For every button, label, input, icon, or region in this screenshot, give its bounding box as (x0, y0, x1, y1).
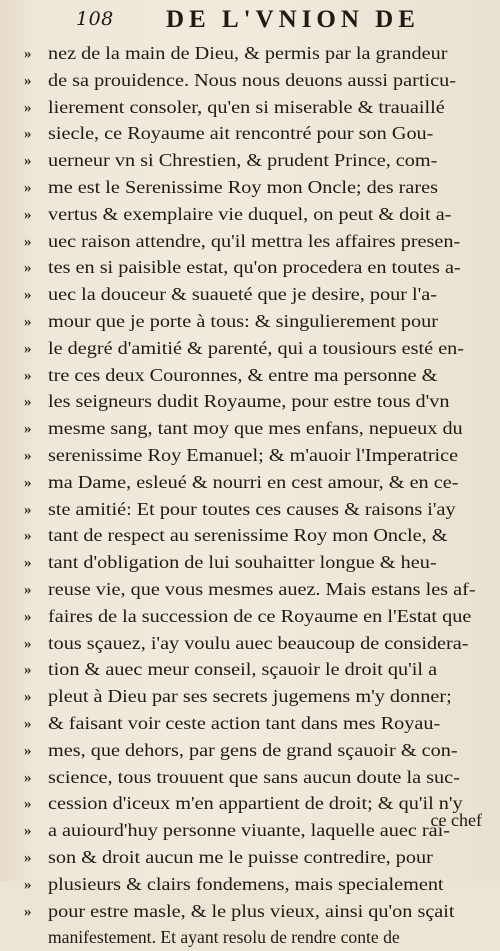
quotation-marker: » (24, 72, 32, 89)
line-text: plusieurs & clairs fondemens, mais specialement (48, 873, 444, 894)
text-line (24, 388, 490, 415)
line-text: mes, que dehors, par gens de grand sçauoir & con- (48, 739, 458, 760)
quotation-marker: » (24, 876, 32, 893)
text-line (24, 871, 490, 898)
quotation-marker: » (24, 823, 32, 840)
line-text: les seigneurs dudit Royaume, pour estre tous d'vn (48, 391, 450, 412)
text-line (24, 174, 490, 201)
line-text: mesme sang, tant moy que mes enfans, nepueux du (48, 418, 463, 439)
quotation-marker: » (24, 287, 32, 304)
quotation-marker: » (24, 796, 32, 813)
quotation-marker: » (24, 849, 32, 866)
text-line (24, 254, 490, 281)
quotation-marker: » (24, 99, 32, 116)
line-text: ste amitié: Et pour toutes ces causes & raisons i'ay (48, 498, 456, 519)
line-text: serenissime Roy Emanuel; & m'auoir l'Imperatrice (48, 444, 459, 465)
line-text: tous sçauez, i'ay voulu auec beaucoup de considera- (48, 632, 469, 653)
quotation-marker: » (24, 608, 32, 625)
quotation-marker: » (24, 715, 32, 732)
quotation-marker: » (24, 153, 32, 170)
running-title: DE L'VNION DE (166, 6, 420, 33)
line-text: le degré d'amitié & parenté, qui a tousiours esté en- (48, 337, 465, 358)
line-text: tion & auec meur conseil, sçauoir le droit qu'il a (48, 659, 438, 680)
text-line (24, 67, 490, 94)
quotation-marker: » (24, 501, 32, 518)
text-line (24, 469, 490, 496)
line-text: mour que je porte à tous: & singulierement pour (48, 310, 438, 331)
quotation-marker: » (24, 367, 32, 384)
line-text: tes en si paisible estat, qu'on procedera en toutes a- (48, 257, 461, 278)
text-line (24, 844, 490, 871)
text-line (24, 790, 490, 817)
line-text: lierement consoler, qu'en si miserable & trauaillé (48, 96, 445, 117)
quotation-marker: » (24, 635, 32, 652)
line-text: tant de respect au serenissime Roy mon Oncle, & (48, 525, 448, 546)
line-text: science, tous trouuent que sans aucun doute la suc- (48, 766, 460, 787)
line-text: faires de la succession de ce Royaume en l'Estat que (48, 605, 472, 626)
text-line (24, 630, 490, 657)
quotation-marker: » (24, 474, 32, 491)
quotation-marker: » (24, 233, 32, 250)
line-text: & faisant voir ceste action tant dans mes Royau- (48, 712, 441, 733)
text-line (24, 308, 490, 335)
quotation-marker: » (24, 421, 32, 438)
quotation-marker: » (24, 555, 32, 572)
quotation-marker: » (24, 206, 32, 223)
line-text: son & droit aucun me le puisse contredire, pour (48, 846, 433, 867)
text-line (24, 281, 490, 308)
line-text: uec raison attendre, qu'il mettra les affaires presen- (48, 230, 461, 251)
catchword: ce chef (430, 810, 482, 830)
text-line (24, 764, 490, 791)
quotation-marker: » (24, 46, 32, 62)
page-header (28, 6, 490, 38)
text-line (24, 522, 490, 549)
text-line (24, 40, 490, 67)
quotation-marker: » (24, 581, 32, 598)
line-text: vertus & exemplaire vie duquel, on peut & doit a- (48, 203, 452, 224)
text-line (24, 549, 490, 576)
text-line (24, 201, 490, 228)
text-line (24, 362, 490, 389)
quotation-marker: » (24, 126, 32, 143)
quotation-marker: » (24, 313, 32, 330)
line-text: nez de la main de Dieu, & permis par la grandeur (48, 43, 448, 63)
text-line (24, 147, 490, 174)
line-text: me est le Serenissime Roy mon Oncle; des rares (48, 176, 438, 197)
quotation-marker: » (24, 662, 32, 679)
page-number: 108 (76, 8, 114, 30)
line-text: uec la douceur & suaueté que je desire, pour l'a- (48, 284, 438, 305)
text-line (24, 603, 490, 630)
line-text: cession d'iceux m'en appartient de droit; & qu'il n'y (48, 793, 463, 814)
text-line (24, 656, 490, 683)
text-line (24, 898, 490, 925)
line-text: pleut à Dieu par ses secrets jugemens m'y donner; (48, 686, 452, 707)
line-text: de sa prouidence. Nous nous deuons aussi particu- (48, 69, 456, 90)
line-text: uerneur vn si Chrestien, & prudent Prince, com- (48, 150, 438, 171)
text-line (24, 737, 490, 764)
text-line (24, 817, 490, 844)
text-line (24, 415, 490, 442)
quotation-marker: » (24, 742, 32, 759)
line-text: tant d'obligation de lui souhaitter longue & heu- (48, 552, 437, 573)
line-text: reuse vie, que vous mesmes auez. Mais estans les af- (48, 578, 476, 599)
quotation-marker: » (24, 340, 32, 357)
text-line (24, 442, 490, 469)
text-line (24, 683, 490, 710)
text-line (24, 710, 490, 737)
quotation-marker: » (24, 903, 32, 920)
line-text: ma Dame, esleué & nourri en cest amour, & en ce- (48, 471, 459, 492)
text-line (24, 120, 490, 147)
body-text (24, 40, 490, 951)
text-line (24, 228, 490, 255)
line-text: a auiourd'huy personne viuante, laquelle auec rai- (48, 820, 450, 841)
text-line (48, 924, 490, 951)
line-text: pour estre masle, & le plus vieux, ainsi qu'on sçait (48, 900, 455, 921)
quotation-marker: » (24, 179, 32, 196)
text-line (24, 94, 490, 121)
line-text: siecle, ce Royaume ait rencontré pour son Gou- (48, 123, 434, 144)
quotation-marker: » (24, 528, 32, 545)
quotation-marker: » (24, 447, 32, 464)
line-text: manifestement. Et ayant resolu de rendre conte de (48, 927, 400, 948)
line-text: tre ces deux Couronnes, & entre ma personne & (48, 364, 438, 385)
quotation-marker: » (24, 394, 32, 411)
text-line (24, 576, 490, 603)
text-line (24, 496, 490, 523)
quotation-marker: » (24, 689, 32, 706)
quotation-marker: » (24, 260, 32, 277)
quotation-marker: » (24, 769, 32, 786)
text-line (24, 335, 490, 362)
